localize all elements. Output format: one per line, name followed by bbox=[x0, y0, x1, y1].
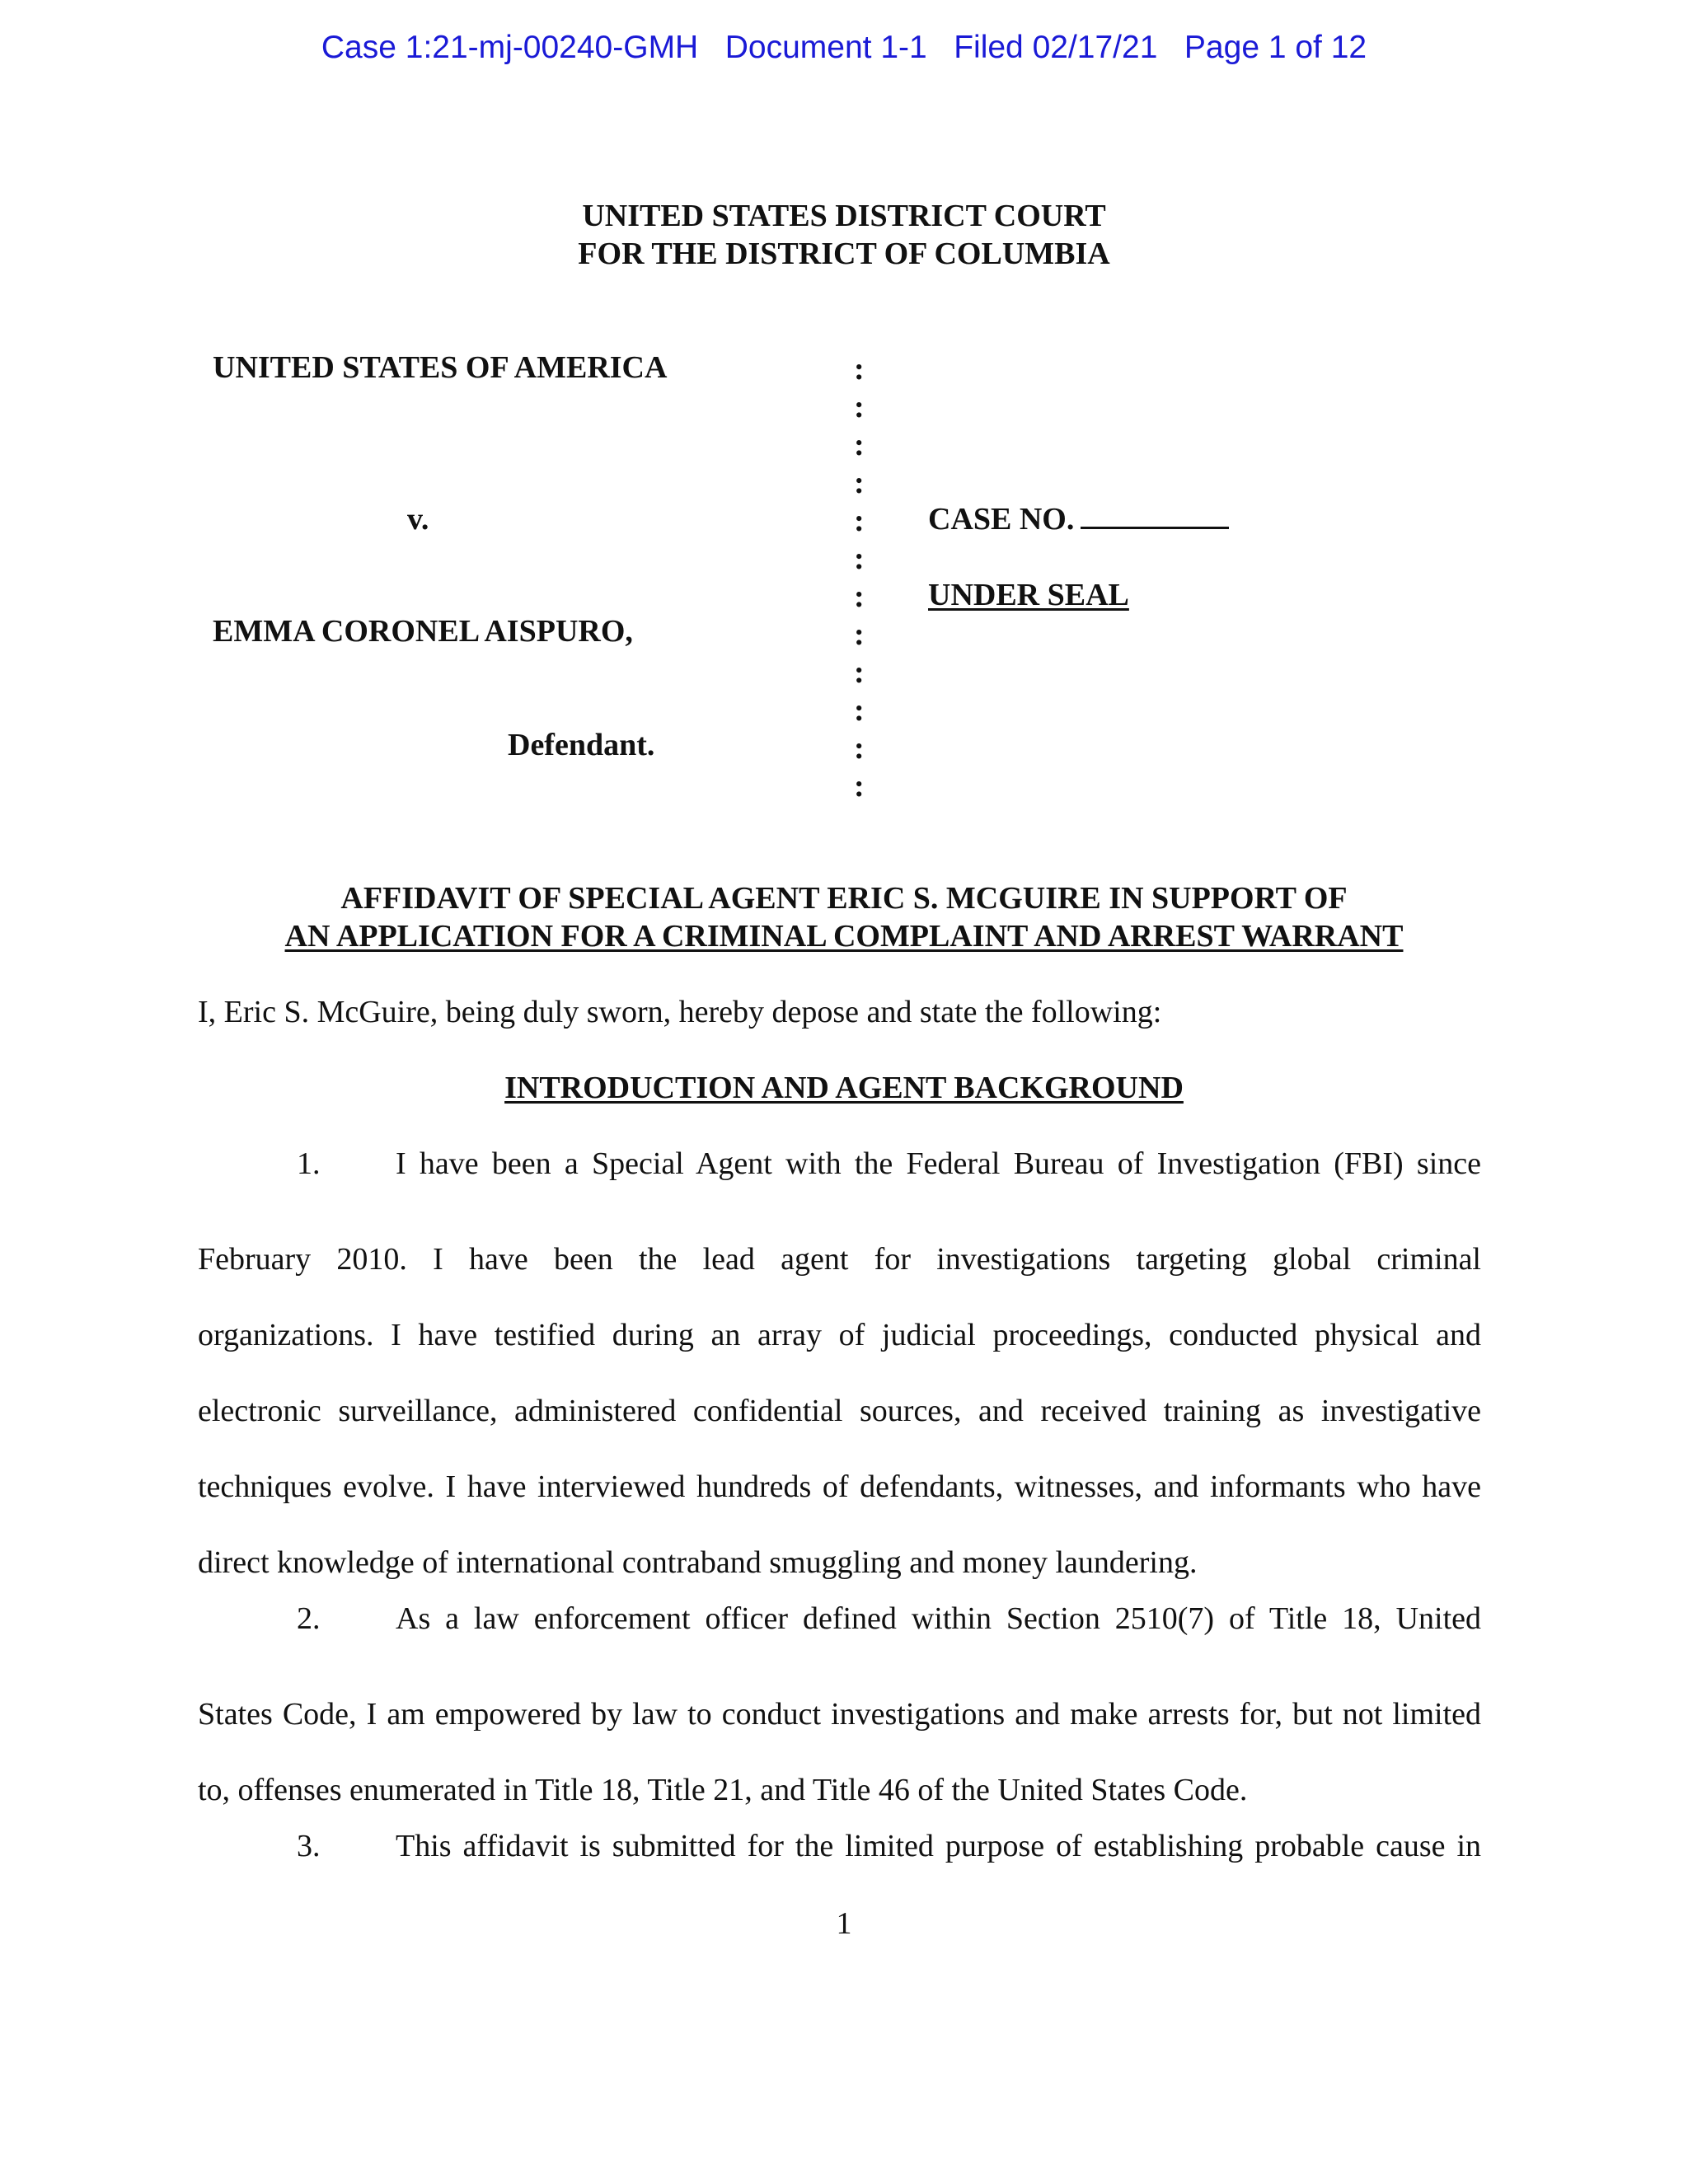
caption-colon: : bbox=[854, 466, 865, 500]
paragraph-first-line bbox=[396, 1828, 1481, 1864]
paragraph-line bbox=[198, 1373, 1481, 1449]
paragraph-text: electronic surveillance, administered confidential sources, and received training as investigative bbox=[198, 1394, 1481, 1428]
paragraph-line bbox=[198, 1449, 1481, 1525]
paragraph-text: direct knowledge of international contraband smuggling and money laundering. bbox=[198, 1545, 1198, 1580]
affidavit-title-line-2-text: AN APPLICATION FOR A CRIMINAL COMPLAINT AND ARREST WARRANT bbox=[284, 919, 1404, 954]
filing-header-stamp bbox=[0, 30, 1688, 66]
section-heading bbox=[0, 1070, 1688, 1106]
paragraph-line bbox=[198, 1752, 1481, 1828]
intro-statement: I, Eric S. McGuire, being duly sworn, hereby depose and state the following: bbox=[198, 995, 1162, 1029]
paragraph-number: 3. bbox=[297, 1829, 321, 1863]
paragraph-text: organizations. I have testified during an array of judicial proceedings, conducted physical and bbox=[198, 1318, 1481, 1352]
court-district: FOR THE DISTRICT OF COLUMBIA bbox=[578, 237, 1110, 271]
paragraph-text: States Code, I am empowered by law to conduct investigations and make arrests for, but not limited bbox=[198, 1697, 1481, 1732]
caption-colon: : bbox=[854, 655, 865, 690]
plaintiff-name: UNITED STATES OF AMERICA bbox=[213, 350, 668, 385]
paragraph-text: to, offenses enumerated in Title 18, Title 21, and Title 46 of the United States Code. bbox=[198, 1773, 1248, 1807]
caption-colon: : bbox=[854, 617, 865, 652]
caption-colon: : bbox=[854, 428, 865, 462]
caption-colon: : bbox=[854, 541, 865, 576]
court-name: UNITED STATES DISTRICT COURT bbox=[582, 199, 1106, 233]
paragraph-text: This affidavit is submitted for the limited purpose of establishing probable cause in bbox=[396, 1829, 1481, 1863]
case-number-field bbox=[928, 501, 1229, 537]
page-count-stamp: Page 1 of 12 bbox=[1184, 30, 1367, 65]
paragraph-first-line bbox=[396, 1146, 1481, 1182]
caption-colon: : bbox=[854, 390, 865, 424]
caption-colon: : bbox=[854, 769, 865, 804]
affidavit-title-line-2 bbox=[0, 918, 1688, 954]
paragraph-text: techniques evolve. I have interviewed hundreds of defendants, witnesses, and informants who have bbox=[198, 1469, 1481, 1504]
case-number-blank bbox=[1081, 502, 1229, 529]
section-heading-text: INTRODUCTION AND AGENT BACKGROUND bbox=[504, 1071, 1184, 1105]
under-seal-label: UNDER SEAL bbox=[928, 578, 1129, 612]
paragraph-line bbox=[198, 1221, 1481, 1297]
paragraph-body bbox=[198, 1221, 1481, 1601]
caption-colon-column bbox=[854, 350, 870, 805]
caption-colon: : bbox=[854, 352, 865, 387]
page-number: 1 bbox=[836, 1906, 852, 1941]
paragraph-line bbox=[198, 1297, 1481, 1373]
paragraph-number: 2. bbox=[297, 1601, 321, 1636]
versus-label: v. bbox=[407, 502, 429, 537]
caption-colon: : bbox=[854, 579, 865, 614]
case-number-stamp: Case 1:21-mj-00240-GMH bbox=[321, 30, 699, 65]
paragraph-line bbox=[198, 1525, 1481, 1601]
caption-colon: : bbox=[854, 504, 865, 538]
paragraph-number: 1. bbox=[297, 1146, 321, 1181]
case-number-label: CASE NO. bbox=[928, 502, 1075, 537]
caption-colon: : bbox=[854, 693, 865, 728]
defendant-name: EMMA CORONEL AISPURO, bbox=[213, 614, 633, 649]
caption-colon: : bbox=[854, 731, 865, 766]
affidavit-title-line-1: AFFIDAVIT OF SPECIAL AGENT ERIC S. MCGUIRE IN SUPPORT OF bbox=[340, 881, 1348, 916]
document-number-stamp: Document 1-1 bbox=[724, 30, 927, 65]
filed-date-stamp: Filed 02/17/21 bbox=[954, 30, 1158, 65]
paragraph-body bbox=[198, 1676, 1481, 1828]
paragraph-line bbox=[198, 1676, 1481, 1752]
paragraph-text: I have been a Special Agent with the Federal Bureau of Investigation (FBI) since bbox=[396, 1146, 1481, 1181]
defendant-label: Defendant. bbox=[508, 728, 655, 762]
paragraph-text: February 2010. I have been the lead agent for investigations targeting global criminal bbox=[198, 1242, 1481, 1277]
paragraph-first-line bbox=[396, 1601, 1481, 1637]
paragraph-text: As a law enforcement officer defined within Section 2510(7) of Title 18, United bbox=[396, 1601, 1481, 1636]
